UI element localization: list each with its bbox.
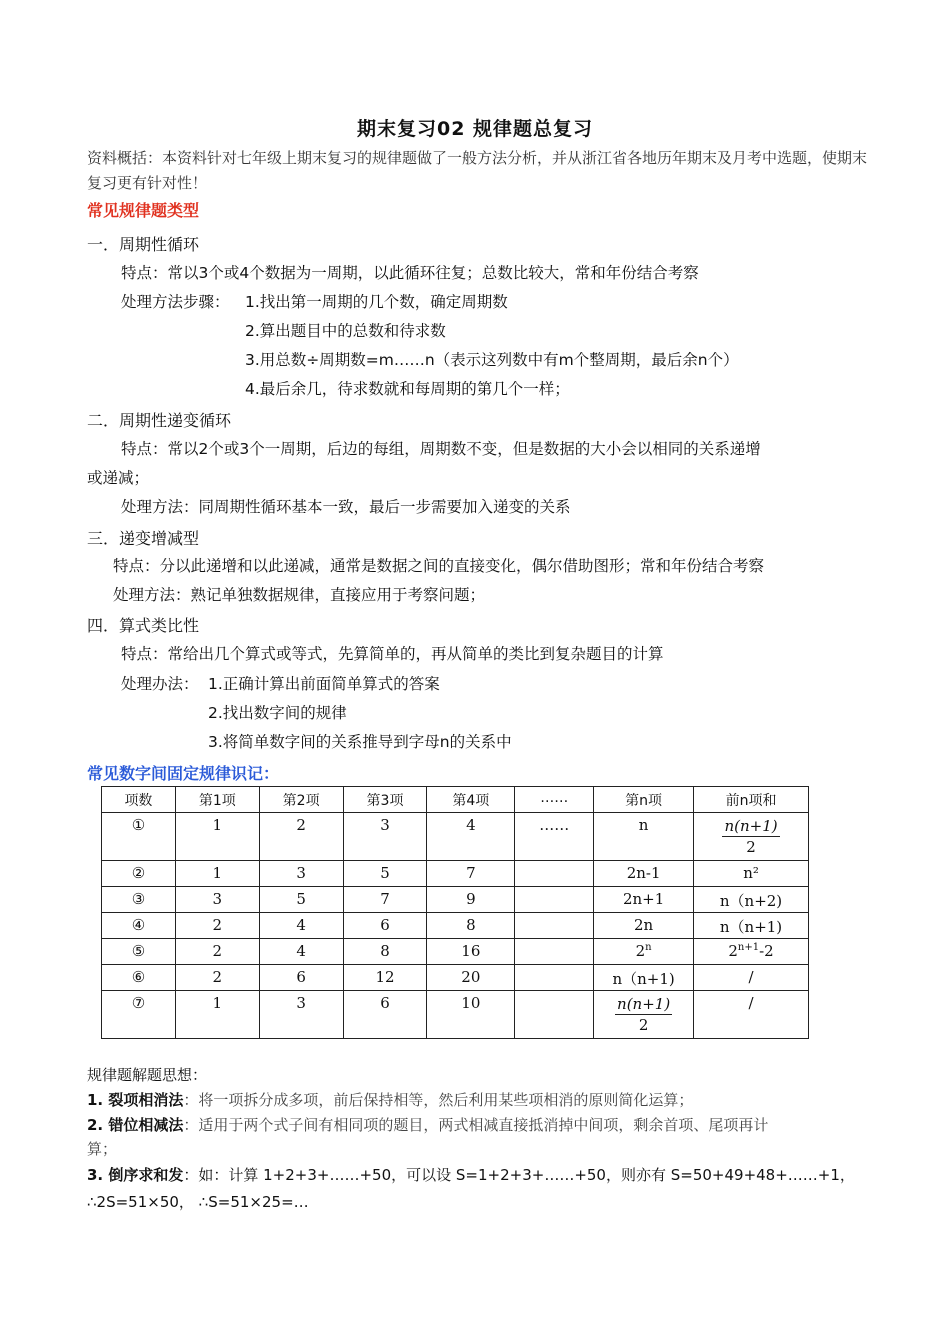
types-heading: 常见规律题类型 bbox=[87, 201, 200, 220]
table-cell: ② bbox=[102, 861, 176, 887]
power-tail: -2 bbox=[759, 942, 774, 960]
table-cell: 5 bbox=[259, 887, 343, 913]
table-cell bbox=[515, 939, 594, 965]
method-2-label: 2. 错位相减法 bbox=[87, 1116, 184, 1134]
table-cell bbox=[594, 939, 694, 965]
section-1-step: 2.算出题目中的总数和待求数 bbox=[245, 322, 446, 340]
fraction bbox=[722, 816, 779, 857]
section-4-title: 四．算式类比性 bbox=[87, 616, 200, 635]
header-cell: 第3项 bbox=[343, 787, 427, 813]
fraction bbox=[615, 994, 672, 1035]
table-cell: 2 bbox=[175, 913, 259, 939]
table-cell: 16 bbox=[427, 939, 515, 965]
table-cell: ⑤ bbox=[102, 939, 176, 965]
table-row bbox=[102, 991, 809, 1039]
method-2 bbox=[87, 1113, 768, 1137]
table-cell: 1 bbox=[175, 813, 259, 861]
section-1-title: 一．周期性循环 bbox=[87, 235, 200, 254]
section-4-method-label: 处理办法： bbox=[121, 675, 199, 693]
power-base: 2 bbox=[728, 942, 738, 960]
table-cell bbox=[694, 813, 809, 861]
header-cell: 第2项 bbox=[259, 787, 343, 813]
table-cell: n（n+2) bbox=[694, 887, 809, 913]
table-cell: 6 bbox=[259, 965, 343, 991]
table-row bbox=[102, 913, 809, 939]
thinking-heading: 规律题解题思想： bbox=[87, 1066, 208, 1084]
table-cell: 8 bbox=[427, 913, 515, 939]
table-cell: 5 bbox=[343, 861, 427, 887]
power-exponent: n+1 bbox=[737, 942, 760, 953]
section-4-step: 1.正确计算出前面简单算式的答案 bbox=[208, 675, 440, 693]
table-cell: 3 bbox=[175, 887, 259, 913]
header-cell: 第1项 bbox=[175, 787, 259, 813]
table-cell: / bbox=[694, 965, 809, 991]
table-cell: 7 bbox=[343, 887, 427, 913]
summary: 资料概括：本资料针对七年级上期末复习的规律题做了一般方法分析，并从浙江省各地历年期末及月考中选题，使期末复习更有针对性！ bbox=[87, 149, 868, 192]
table-cell: ⑦ bbox=[102, 991, 176, 1039]
method-3-cont: ∴2S=51×50， ∴S=51×25=… bbox=[87, 1193, 309, 1211]
table-cell: 2 bbox=[175, 965, 259, 991]
table-cell: 12 bbox=[343, 965, 427, 991]
section-4-feature: 特点：常给出几个算式或等式，先算简单的，再从简单的类比到复杂题目的计算 bbox=[121, 645, 664, 663]
fraction-denominator: 2 bbox=[746, 838, 756, 856]
table-cell: 4 bbox=[259, 913, 343, 939]
method-1 bbox=[87, 1088, 693, 1112]
section-3-method: 处理方法：熟记单独数据规律，直接应用于考察问题； bbox=[113, 586, 486, 604]
table-cell: 4 bbox=[259, 939, 343, 965]
section-2-title: 二．周期性递变循环 bbox=[87, 411, 232, 430]
table-heading: 常见数字间固定规律识记： bbox=[87, 764, 280, 783]
section-1-method-label: 处理方法步骤： bbox=[121, 293, 230, 311]
table-row bbox=[102, 813, 809, 861]
table-cell: ④ bbox=[102, 913, 176, 939]
section-2-feature-cont: 或递减； bbox=[87, 469, 150, 487]
table-cell: 8 bbox=[343, 939, 427, 965]
page-title: 期末复习02 规律题总复习 bbox=[356, 118, 594, 140]
section-4-step: 3.将简单数字间的关系推导到字母n的关系中 bbox=[208, 733, 512, 751]
header-cell: 第4项 bbox=[427, 787, 515, 813]
section-1-feature: 特点：常以3个或4个数据为一周期，以此循环往复；总数比较大，常和年份结合考察 bbox=[121, 264, 699, 282]
table-cell: 20 bbox=[427, 965, 515, 991]
table-cell bbox=[515, 913, 594, 939]
section-2-method: 处理方法：同周期性循环基本一致，最后一步需要加入递变的关系 bbox=[121, 498, 571, 516]
rules-table bbox=[101, 786, 809, 1039]
section-2-feature: 特点：常以2个或3个一周期，后边的每组，周期数不变，但是数据的大小会以相同的关系递增 bbox=[121, 440, 761, 458]
table-cell: 1 bbox=[175, 861, 259, 887]
power-exponent: n bbox=[645, 942, 652, 953]
table-row bbox=[102, 861, 809, 887]
table-cell: 2 bbox=[259, 813, 343, 861]
section-1-step: 1.找出第一周期的几个数，确定周期数 bbox=[245, 293, 508, 311]
header-cell: 第n项 bbox=[594, 787, 694, 813]
table-cell bbox=[515, 887, 594, 913]
method-1-text: ：将一项拆分成多项，前后保持相等，然后利用某些项相消的原则简化运算； bbox=[183, 1091, 694, 1109]
table-cell: 7 bbox=[427, 861, 515, 887]
method-2-cont: 算； bbox=[87, 1140, 118, 1158]
section-1-step: 3.用总数÷周期数=m……n（表示这列数中有m个整周期，最后余n个） bbox=[245, 351, 739, 369]
power-base: 2 bbox=[635, 942, 646, 960]
table-row bbox=[102, 965, 809, 991]
table-cell: …… bbox=[515, 813, 594, 861]
table-cell: n（n+1) bbox=[694, 913, 809, 939]
header-cell: …… bbox=[515, 787, 594, 813]
table-cell: 2 bbox=[175, 939, 259, 965]
method-3-text: ：如：计算 1+2+3+……+50，可以设 S=1+2+3+……+50，则亦有 S=50+49+48+……+1， bbox=[183, 1166, 855, 1184]
table-cell: 6 bbox=[343, 991, 427, 1039]
table-cell: n² bbox=[694, 861, 809, 887]
table-cell: / bbox=[694, 991, 809, 1039]
table-cell: 3 bbox=[259, 991, 343, 1039]
table-header-row bbox=[102, 787, 809, 813]
table-row bbox=[102, 939, 809, 965]
method-2-text: ：适用于两个式子间有相同项的题目，两式相减直接抵消掉中间项，剩余首项、尾项再计 bbox=[183, 1116, 769, 1134]
section-3-feature: 特点：分以此递增和以此递减，通常是数据之间的直接变化，偶尔借助图形；常和年份结合考察 bbox=[113, 557, 765, 575]
method-1-label: 1. 裂项相消法 bbox=[87, 1091, 184, 1109]
table-cell bbox=[515, 861, 594, 887]
table-cell bbox=[694, 939, 809, 965]
table-cell: 10 bbox=[427, 991, 515, 1039]
table-row bbox=[102, 887, 809, 913]
fraction-denominator: 2 bbox=[638, 1016, 649, 1034]
table-cell: n（n+1) bbox=[594, 965, 694, 991]
method-3-label: 3. 倒序求和发 bbox=[87, 1166, 184, 1184]
table-cell: ⑥ bbox=[102, 965, 176, 991]
table-cell bbox=[515, 991, 594, 1039]
section-1-step: 4.最后余几，待求数就和每周期的第几个一样； bbox=[245, 380, 570, 398]
table-cell: 2n-1 bbox=[594, 861, 694, 887]
table-cell: 9 bbox=[427, 887, 515, 913]
header-cell: 项数 bbox=[102, 787, 176, 813]
header-cell: 前n项和 bbox=[694, 787, 809, 813]
table-cell: 2n bbox=[594, 913, 694, 939]
fraction-numerator: n(n+1) bbox=[724, 817, 778, 835]
table-cell bbox=[594, 991, 694, 1039]
table-cell: ③ bbox=[102, 887, 176, 913]
table-cell: 3 bbox=[343, 813, 427, 861]
table-cell: ① bbox=[102, 813, 176, 861]
section-3-title: 三．递变增减型 bbox=[87, 529, 200, 548]
fraction-numerator: n(n+1) bbox=[617, 995, 671, 1013]
table-cell: 4 bbox=[427, 813, 515, 861]
table-cell: 6 bbox=[343, 913, 427, 939]
table-cell: 1 bbox=[175, 991, 259, 1039]
method-3 bbox=[87, 1163, 855, 1187]
table-cell: 2n+1 bbox=[594, 887, 694, 913]
table-cell: n bbox=[594, 813, 694, 861]
table-cell: 3 bbox=[259, 861, 343, 887]
section-4-step: 2.找出数字间的规律 bbox=[208, 704, 347, 722]
table-cell bbox=[515, 965, 594, 991]
